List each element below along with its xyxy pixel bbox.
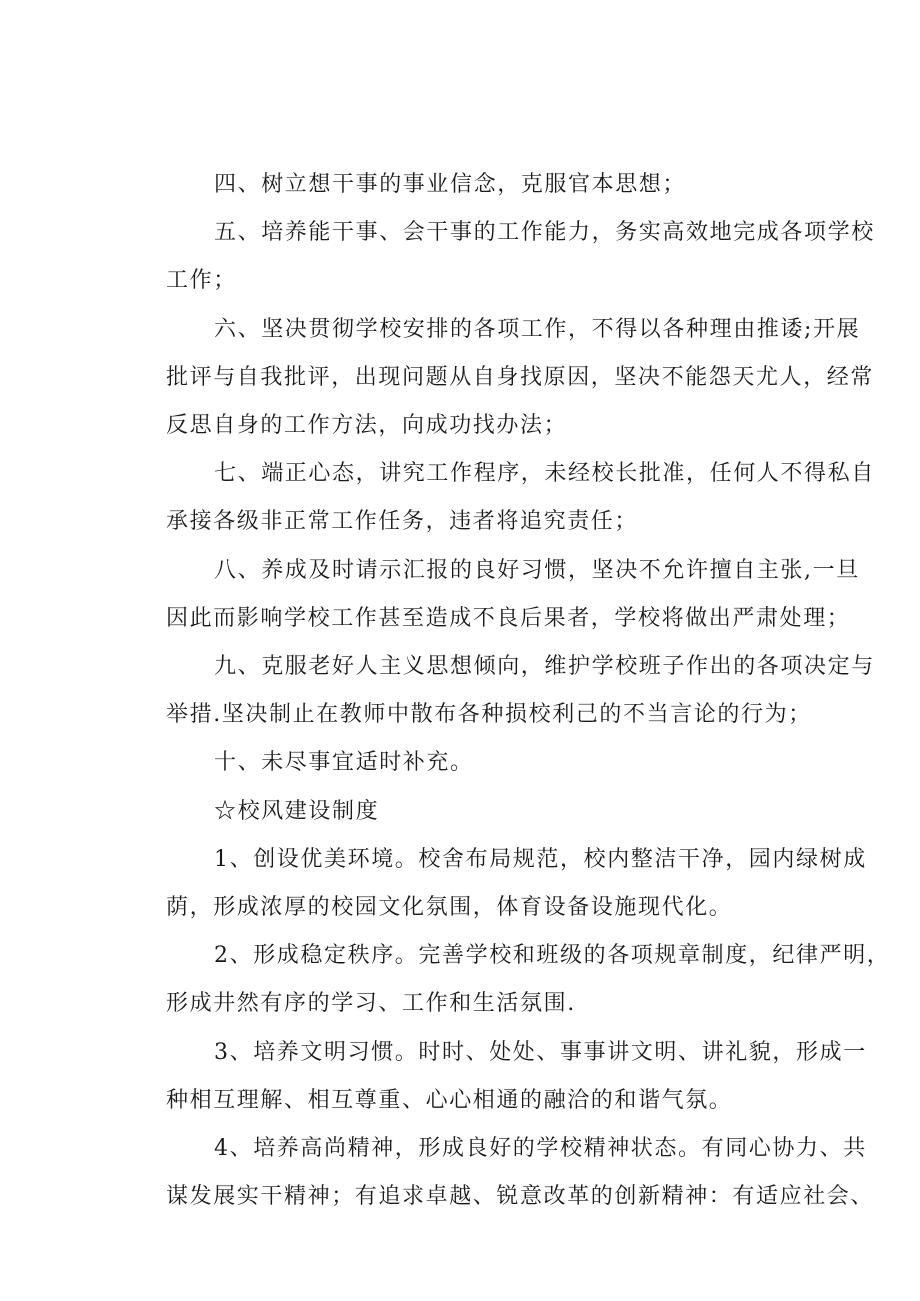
text-line: 反思自身的工作方法，向成功找办法； <box>166 413 568 439</box>
text-line: 九、克服老好人主义思想倾向，维护学校班子作出的各项决定与 <box>214 654 875 680</box>
text-line: 举措.坚决制止在教师中散布各种损校利己的不当言论的行为； <box>166 702 812 728</box>
text-line: 2、形成稳定秩序。完善学校和班级的各项规章制度，纪律严明， <box>214 943 891 969</box>
text-line: 因此而影响学校工作甚至造成不良后果者，学校将做出严肃处理； <box>166 605 851 631</box>
text-line: 3、培养文明习惯。时时、处处、事事讲文明、讲礼貌，形成一 <box>214 1039 867 1065</box>
item-1 <box>118 836 867 932</box>
paragraph-10 <box>118 739 818 787</box>
document-body <box>118 161 891 1221</box>
item-2 <box>118 932 891 1028</box>
text-line: 谋发展实干精神；有追求卓越、锐意改革的创新精神：有适应社会、 <box>166 1184 875 1210</box>
text-line: 七、端正心态，讲究工作程序，未经校长批准，任何人不得私自 <box>214 461 875 487</box>
paragraph-9 <box>118 643 875 739</box>
text-line: 十、未尽事宜适时补充。 <box>214 750 474 776</box>
paragraph-8 <box>118 547 860 643</box>
text-line: 四、树立想干事的事业信念，克服官本思想； <box>214 172 687 197</box>
paragraph-5 <box>118 209 875 305</box>
item-4 <box>118 1125 875 1221</box>
paragraph-6 <box>118 306 875 451</box>
text-line: 批评与自我批评，出现问题从自身找原因，坚决不能怨天尤人，经常 <box>166 364 875 390</box>
text-line: 承接各级非正常工作任务，违者将追究责任； <box>166 509 639 535</box>
text-line: 荫，形成浓厚的校园文化氛围，体育设备设施现代化。 <box>166 895 733 921</box>
text-line: 工作； <box>166 268 237 294</box>
text-line: 五、培养能干事、会干事的工作能力，务实高效地完成各项学校 <box>214 220 875 246</box>
paragraph-7 <box>118 450 875 546</box>
item-3 <box>118 1029 867 1125</box>
text-line: 六、坚决贯彻学校安排的各项工作，不得以各种理由推诿;开展 <box>214 316 861 342</box>
text-line: 4、培养高尚精神，形成良好的学校精神状态。有同心协力、共 <box>214 1136 867 1162</box>
text-line: 种相互理解、相互尊重、心心相通的融洽的和谐气氛。 <box>166 1087 733 1113</box>
text-line: 1、创设优美环境。校舍布局规范，校内整洁干净，园内绿树成 <box>214 846 867 872</box>
text-line: 八、养成及时请示汇报的良好习惯，坚决不允许擅自主张,一旦 <box>214 557 860 583</box>
section-heading-text: ☆校风建设制度 <box>214 798 380 824</box>
text-line: 形成井然有序的学习、工作和生活氛围. <box>166 991 576 1017</box>
section-heading <box>118 788 818 836</box>
paragraph-4 <box>118 161 818 209</box>
